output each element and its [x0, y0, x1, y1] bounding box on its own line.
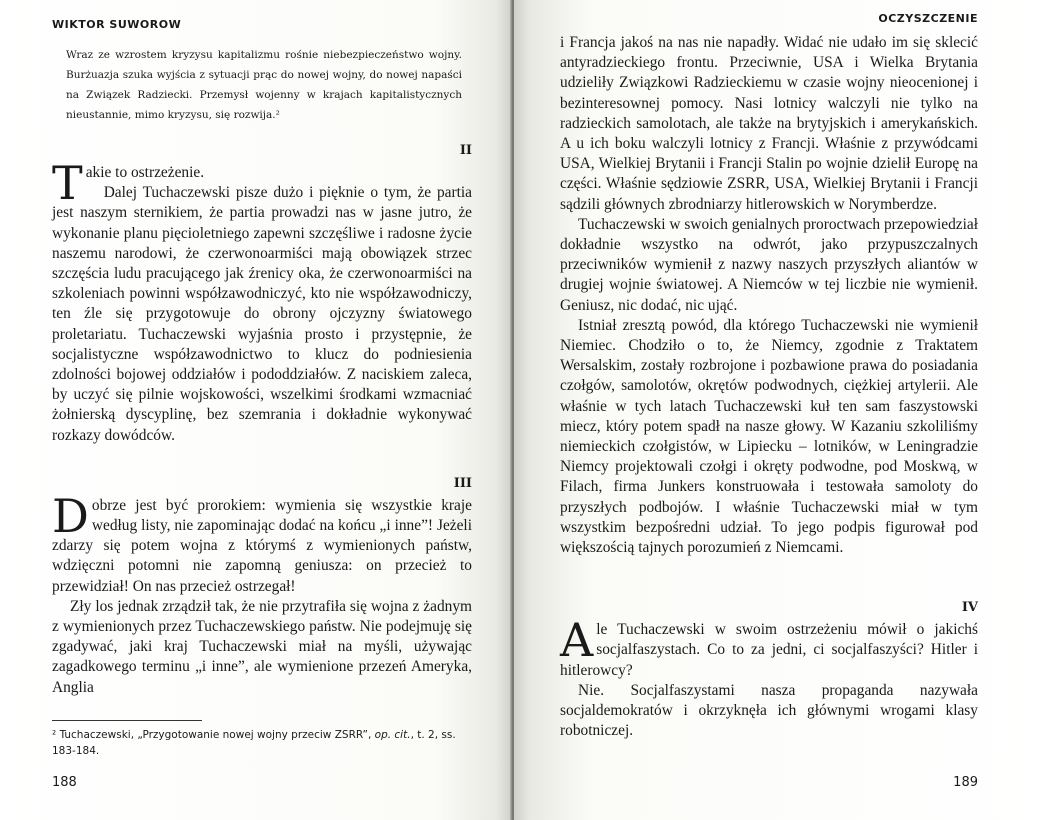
section-number: IV: [961, 600, 978, 616]
opening-paragraph: [52, 488, 472, 597]
running-head-chapter: OCZYSZCZENIE: [878, 12, 978, 25]
section-ii: [52, 143, 472, 446]
section-body: [52, 488, 472, 698]
epigraph-text: Wraz ze wzrostem kryzysu kapitalizmu rośnie niebezpieczeństwo wojny. Burżuazja szuka wyjścia z sytuacji prąc do nowej wojny, do nowej napaści na Związek Radziecki. Przemysł wojenny w krajach kapitalistycznych nieustannie, mimo kryzysu, się rozwija.²: [66, 49, 462, 121]
paragraph: Nie. Socjalfaszystami nasza propaganda nazywała socjaldemokratów i okrzyknęła ich głównymi wrogami klasy robotniczej.: [560, 681, 978, 740]
opening-paragraph: [52, 156, 472, 210]
epigraph-quote: [66, 45, 462, 125]
section-body: [560, 613, 978, 741]
drop-cap: A: [560, 613, 594, 668]
page-number: 189: [953, 775, 978, 790]
paragraph: i Francja jakoś na nas nie napadły. Widać nie udało im się sklecić antyradzieckiego frontu. Przeciwnie, USA i Wielka Brytania udzieliły Związkowi Radzieckiemu w czasie wojny nieocenionej i bezinteresownej pomocy. Nasi lotnicy walczyli nie tylko na radzieckich samolotach, ale także na brytyjskich i amerykańskich. A u ich boku walczyli lotnicy z Francji. Właśnie z przywódcami USA, Wielkiej Brytanii i Francji Stalin po wojnie dzielił Europę na części. Właśnie sędziowie ZSRR, USA, Wielkiej Brytanii i Francji sądzili głównych zbrodniarzy hitlerowskich w Norymberdze.: [560, 34, 978, 213]
right-page: [514, 0, 1040, 820]
section-number: III: [453, 475, 472, 491]
drop-cap: D: [52, 488, 89, 543]
footnote-text: Tuchaczewski, „Przygotowanie nowej wojny przeciw ZSRR”,: [59, 728, 375, 741]
running-head-author: WIKTOR SUWOROW: [52, 18, 182, 31]
opening-text: obrze jest być prorokiem: wymienia się wszystkie kraje według listy, nie zapominając dodać na końcu „i inne”! Jeżeli zdarzy się potem wojna z którymś z wymienionych państw, wdzięczni potomni nie zapomną geniusza: on przecież to przewidział! On nas przecież ostrzegał!: [52, 496, 472, 595]
paragraph: Zły los jednak zrządził tak, że nie przytrafiła się wojna z żadnym z wymienionych przez Tuchaczewskiego państw. Nie podejmuję się zgadywać, jaki kraj Tuchaczewski miał na myśli, używając zagadkowego terminu „i inne”, ale wymienione przezeń Ameryka, Anglia: [52, 597, 472, 696]
section-body: [52, 156, 472, 446]
drop-cap: T: [52, 156, 83, 210]
opening-line: akie to ostrzeżenie.: [85, 164, 205, 181]
footnote-pages: , t. 2, ss. 183-184.: [52, 728, 456, 757]
paragraph: Istniał zresztą powód, dla którego Tuchaczewski nie wymienił Niemiec. Chodziło o to, że Niemcy, zgodnie z Traktatem Wersalskim, zostały rozbrojone i pozbawione prawa do posiadania czołgów, samolotów, okrętów podwodnych, ciężkiej artylerii. Ale właśnie w tych latach Tuchaczewski kuł ten sam faszystowski miecz, który potem spadł na nasze głowy. W Kazaniu szkoliliśmy niemieckich czołgistów, w Lipiecku – lotników, w Leningradzie Niemcy projektowali czołgi i okręty podwodne, pod Moskwą, w Filach, firma Junkers konstruowała i testowała samoloty do przyszłych podbojów. I właśnie Tuchaczewski miał w tym wszystkim bezpośredni udział. To jego podpis figurował pod większością tajnych porozumień z Niemcami.: [560, 316, 978, 557]
footnote-marker: ²: [52, 728, 57, 741]
footnote: [52, 727, 472, 759]
footnote-source: op. cit.: [374, 728, 411, 741]
left-page: [0, 0, 512, 820]
opening-text: le Tuchaczewski w swoim ostrzeżeniu mówił o jakichś socjalfaszystach. Co to za jedni, ci socjalfaszyści? Hitler i hitlerowcy?: [560, 621, 978, 679]
paragraph: Dalej Tuchaczewski pisze dużo i pięknie o tym, że partia jest naszym sternikiem, że partia prowadzi nas w jasne jutro, że wykonanie planu pięcioletniego zapewni szczęśliwe i radosne życie naszemu narodowi, że czerwonoarmiści mają obowiązek strzec szczęścia ludu pracującego jak źrenicy oka, że czerwonoarmiści na szkoleniach powinni współzawodniczyć, kto nie współzawodniczy, ten źle się przygotowuje do obrony ojczyzny światowego proletariatu. Tuchaczewski wyjaśnia prosto i przystępnie, że socjalistyczne współzawodnictwo to klucz do podniesienia zdolności bojowej oddziałów i pododdziałów. Z naciskiem zaleca, by uczyć się pilnie wojskowości, wszelkimi środkami wzmacniać żołnierską dyscyplinę, bez szemrania i dokładnie wykonywać rozkazy dowódców.: [52, 184, 472, 444]
footnote-rule: [52, 720, 202, 721]
section-iv: [560, 600, 978, 741]
continued-text: [560, 33, 978, 558]
opening-paragraph: [560, 613, 978, 681]
section-iii: [52, 476, 472, 698]
section-number: II: [459, 143, 472, 158]
page-number: 188: [52, 775, 77, 790]
paragraph: Tuchaczewski w swoich genialnych proroctwach przepowiedział dokładnie wszystko na odwrót, jako przypuszczalnych przeciwników wymienił z nazwy naszych przyszłych aliantów w drugiej wojnie światowej. A Niemców w tej liczbie nie wymienił. Geniusz, nic dodać, nic ująć.: [560, 215, 978, 314]
